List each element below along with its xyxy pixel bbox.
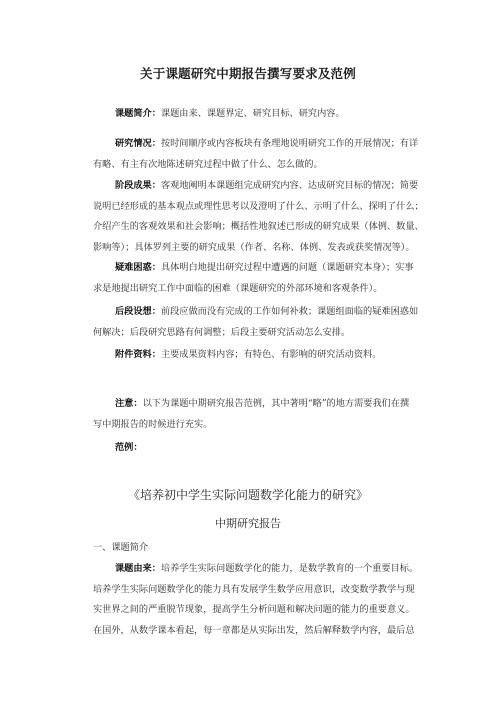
- note-label: 注意：: [115, 398, 143, 409]
- origin-text-line: 培养学生实际问题数学化的能力具有发展学生数学应用意识，改变数学教学与现: [93, 583, 415, 595]
- document-title: 关于课题研究中期报告撰写要求及范例: [140, 66, 356, 81]
- note-line: [93, 394, 409, 415]
- status-text-line: 按时间顺序或内容板块有条理地说明研究工作的开展情况；有详: [160, 138, 419, 149]
- problems-paragraph: [93, 258, 414, 299]
- origin-text-line: 实世界之间的严重脱节现象，提高学生分析问题和解决问题的能力的重要意义。: [93, 604, 415, 615]
- results-text-line: 说明已经形成的基本观点或理性思考以及澄明了什么、示明了什么、探明了什么；: [93, 200, 424, 212]
- results-text-line: 客观地阐明本课题组完成研究内容、达成研究目标的情况；简要: [160, 180, 419, 191]
- results-text-line: 介绍产生的客观效果和社会影响；概括性地叙述已形成的研究成果（体例、数量、: [93, 221, 424, 232]
- plans-paragraph: [93, 302, 419, 343]
- status-label: 研究情况：: [115, 138, 161, 149]
- origin-label: 课题由来：: [115, 563, 161, 574]
- example-paragraph: [93, 438, 409, 459]
- plans-text-line: 何解决；后段研究思路有何调整；后段主要研究活动怎么安排。: [93, 326, 351, 338]
- note-paragraph: [93, 394, 409, 435]
- problems-label: 疑难困惑：: [115, 262, 161, 273]
- intro-text: 课题由来、课题界定、研究目标、研究内容。: [160, 108, 345, 119]
- origin-paragraph: [93, 559, 419, 641]
- origin-text-line: 在国外，从数学课本看起，每一章都是从实际出发，然后解释数学内容，最后总: [93, 624, 415, 636]
- attachments-paragraph: [93, 345, 409, 366]
- note-text-line: 以下为课题中期研究报告范例，其中著明“略”的地方需要我们在撰: [142, 398, 410, 409]
- results-paragraph: [93, 176, 424, 258]
- problems-line: [93, 258, 414, 279]
- status-line: [93, 134, 419, 155]
- results-text-line: 影响等）；具体罗列主要的研究成果（作者、名称、体例、发表或获奖情况等）。: [93, 241, 415, 253]
- results-label: 阶段成果：: [115, 180, 161, 191]
- report-title: 《培养初中学生实际问题数学化能力的研究》: [127, 488, 368, 502]
- attachments-label: 附件资料：: [115, 349, 161, 360]
- intro-paragraph: [93, 104, 409, 125]
- attachments-line: [93, 345, 409, 366]
- status-paragraph: [93, 134, 419, 175]
- intro-line: [93, 104, 409, 125]
- report-subtitle: 中期研究报告: [215, 517, 281, 530]
- note-text-line: 写中期报告的时候进行充实。: [93, 418, 213, 430]
- origin-line: [93, 559, 419, 580]
- intro-label: 课题简介：: [115, 108, 161, 119]
- problems-text-line: 具体明白地提出研究过程中遭遇的问题（课题研究本身）；实事: [160, 262, 414, 273]
- problems-text-line: 求是地提出研究工作中面临的困难（课题研究的外部环境和客观条件）。: [93, 282, 383, 294]
- section-heading: 一、课题简介: [93, 542, 149, 553]
- origin-text-line: 培养学生实际问题数学化的能力，是数学教育的一个重要目标。: [160, 563, 419, 574]
- attachments-text: 主要成果资料内容；有特色、有影响的研究活动资料。: [160, 349, 382, 360]
- results-line: [93, 176, 419, 197]
- plans-text-line: 前段应做而没有完成的工作如何补救；课题组面临的疑难困惑如: [160, 306, 419, 317]
- plans-line: [93, 302, 419, 323]
- plans-label: 后段设想：: [115, 306, 161, 317]
- example-label: 范例：: [115, 442, 143, 453]
- status-text-line: 有略、有主有次地陈述研究过程中做了什么、怎么做的。: [93, 158, 323, 170]
